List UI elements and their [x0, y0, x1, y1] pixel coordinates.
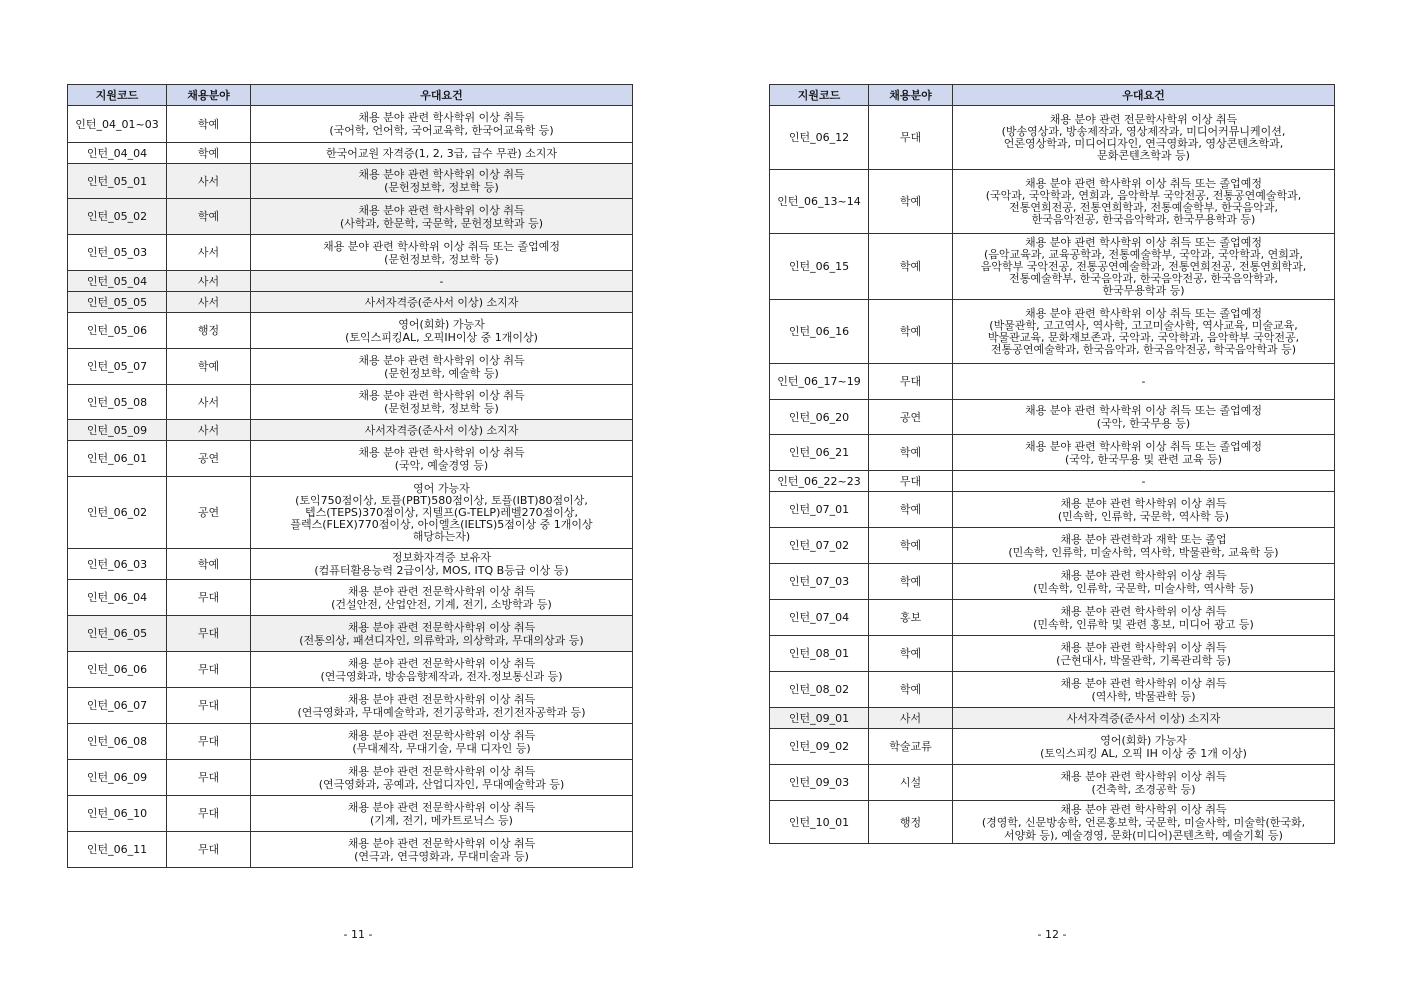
- field-cell: 무대: [869, 471, 953, 492]
- code-cell: 인턴_06_10: [68, 796, 167, 832]
- table-row: [68, 349, 633, 385]
- table-row: [68, 549, 633, 580]
- requirements-cell: 사서자격증(준사서 이상) 소지자: [953, 708, 1335, 729]
- table-row: [770, 708, 1335, 729]
- code-cell: 인턴_06_08: [68, 724, 167, 760]
- requirements-cell: 채용 분야 관련 학사학위 이상 취득 (문헌정보학, 예술학 등): [251, 349, 633, 385]
- requirements-cell: 채용 분야 관련 학사학위 이상 취득 (경영학, 신문방송학, 언론홍보학, 국문학, 미술사학, 미술학(한국화, 서양화 등), 예술경영, 문화(미디어)콘텐츠학, 예술기획 등): [953, 801, 1335, 844]
- code-cell: 인턴_06_11: [68, 832, 167, 868]
- header-field: 채용분야: [167, 85, 251, 106]
- requirements-cell: 영어(회화) 가능자 (토익스피킹AL, 오픽IH이상 중 1개이상): [251, 313, 633, 349]
- code-cell: 인턴_05_07: [68, 349, 167, 385]
- requirements-cell: 채용 분야 관련 학사학위 이상 취득 (민속학, 인류학, 국문학, 역사학 등): [953, 492, 1335, 528]
- field-cell: 사서: [167, 164, 251, 199]
- field-cell: 사서: [869, 708, 953, 729]
- code-cell: 인턴_06_13~14: [770, 170, 869, 234]
- requirements-cell: 채용 분야 관련 전문학사학위 이상 취득 (무대제작, 무대기술, 무대 디자인 등): [251, 724, 633, 760]
- header-requirements: 우대요건: [251, 85, 633, 106]
- table-row: [68, 143, 633, 164]
- header-code: 지원코드: [68, 85, 167, 106]
- field-cell: 공연: [167, 441, 251, 477]
- table-body-left: [68, 106, 633, 868]
- table-row: [770, 801, 1335, 844]
- table-row: [68, 420, 633, 441]
- table-body-right: [770, 106, 1335, 844]
- requirements-cell: -: [953, 364, 1335, 400]
- code-cell: 인턴_06_04: [68, 580, 167, 616]
- field-cell: 학예: [869, 672, 953, 708]
- field-cell: 홍보: [869, 600, 953, 636]
- field-cell: 사서: [167, 271, 251, 292]
- field-cell: 학예: [869, 435, 953, 471]
- field-cell: 사서: [167, 292, 251, 313]
- requirements-cell: 채용 분야 관련 학사학위 이상 취득 (건축학, 조경공학 등): [953, 765, 1335, 801]
- code-cell: 인턴_06_20: [770, 400, 869, 435]
- table-row: [68, 106, 633, 143]
- field-cell: 행정: [167, 313, 251, 349]
- field-cell: 무대: [869, 106, 953, 170]
- table-row: [770, 364, 1335, 400]
- field-cell: 무대: [869, 364, 953, 400]
- requirements-cell: 사서자격증(준사서 이상) 소지자: [251, 292, 633, 313]
- field-cell: 학예: [869, 170, 953, 234]
- page-number-right: - 12 -: [1037, 928, 1067, 941]
- code-cell: 인턴_07_04: [770, 600, 869, 636]
- table-row: [68, 199, 633, 235]
- table-row: [68, 477, 633, 549]
- table-row: [770, 729, 1335, 765]
- requirements-cell: 채용 분야 관련 전문학사학위 이상 취득 (연극영화과, 공예과, 산업디자인, 무대예술학과 등): [251, 760, 633, 796]
- table-row: [770, 234, 1335, 300]
- requirements-cell: 채용 분야 관련 전문학사학위 이상 취득 (연극영화과, 무대예술학과, 전기공학과, 전기전자공학과 등): [251, 688, 633, 724]
- header-code: 지원코드: [770, 85, 869, 106]
- requirements-cell: 채용 분야 관련 학사학위 이상 취득 (사학과, 한문학, 국문학, 문헌정보학과 등): [251, 199, 633, 235]
- requirements-cell: 채용 분야 관련 학사학위 이상 취득 (민속학, 인류학, 국문학, 미술사학, 역사학 등): [953, 564, 1335, 600]
- table-row: [770, 170, 1335, 234]
- table-row: [770, 400, 1335, 435]
- code-cell: 인턴_06_22~23: [770, 471, 869, 492]
- requirements-cell: 채용 분야 관련 전문학사학위 이상 취득 (연극영화과, 방송음향제작과, 전자.정보통신과 등): [251, 652, 633, 688]
- table-row: [770, 528, 1335, 564]
- table-row: [68, 652, 633, 688]
- table-row: [770, 636, 1335, 672]
- requirements-cell: 한국어교원 자격증(1, 2, 3급, 급수 무관) 소지자: [251, 143, 633, 164]
- code-cell: 인턴_04_04: [68, 143, 167, 164]
- field-cell: 행정: [869, 801, 953, 844]
- code-cell: 인턴_05_01: [68, 164, 167, 199]
- field-cell: 학예: [167, 349, 251, 385]
- field-cell: 학예: [869, 300, 953, 364]
- code-cell: 인턴_07_02: [770, 528, 869, 564]
- code-cell: 인턴_06_09: [68, 760, 167, 796]
- field-cell: 사서: [167, 420, 251, 441]
- field-cell: 학예: [167, 199, 251, 235]
- requirements-cell: 채용 분야 관련 학사학위 이상 취득 (문헌정보학, 정보학 등): [251, 164, 633, 199]
- field-cell: 학예: [167, 106, 251, 143]
- header-requirements: 우대요건: [953, 85, 1335, 106]
- requirements-cell: 채용 분야 관련 학사학위 이상 취득 (역사학, 박물관학 등): [953, 672, 1335, 708]
- code-cell: 인턴_05_08: [68, 385, 167, 420]
- table-row: [770, 672, 1335, 708]
- code-cell: 인턴_05_05: [68, 292, 167, 313]
- requirements-cell: 사서자격증(준사서 이상) 소지자: [251, 420, 633, 441]
- requirements-cell: 정보화자격증 보유자 (컴퓨터활용능력 2급이상, MOS, ITQ B등급 이상 등): [251, 549, 633, 580]
- field-cell: 학예: [869, 564, 953, 600]
- requirements-cell: -: [251, 271, 633, 292]
- code-cell: 인턴_08_01: [770, 636, 869, 672]
- code-cell: 인턴_10_01: [770, 801, 869, 844]
- field-cell: 무대: [167, 616, 251, 652]
- requirements-cell: 채용 분야 관련 학사학위 이상 취득 (국어학, 언어학, 국어교육학, 한국어교육학 등): [251, 106, 633, 143]
- code-cell: 인턴_06_03: [68, 549, 167, 580]
- requirements-cell: 채용 분야 관련학과 재학 또는 졸업 (민속학, 인류학, 미술사학, 역사학, 박물관학, 교육학 등): [953, 528, 1335, 564]
- code-cell: 인턴_09_01: [770, 708, 869, 729]
- code-cell: 인턴_06_16: [770, 300, 869, 364]
- field-cell: 무대: [167, 688, 251, 724]
- table-row: [68, 235, 633, 271]
- field-cell: 학예: [869, 234, 953, 300]
- field-cell: 학술교류: [869, 729, 953, 765]
- table-row: [68, 164, 633, 199]
- code-cell: 인턴_06_02: [68, 477, 167, 549]
- code-cell: 인턴_06_21: [770, 435, 869, 471]
- table-row: [68, 832, 633, 868]
- table-row: [770, 765, 1335, 801]
- code-cell: 인턴_05_04: [68, 271, 167, 292]
- table-row: [770, 300, 1335, 364]
- code-cell: 인턴_09_03: [770, 765, 869, 801]
- field-cell: 무대: [167, 832, 251, 868]
- code-cell: 인턴_04_01~03: [68, 106, 167, 143]
- field-cell: 학예: [869, 528, 953, 564]
- page-number-left: - 11 -: [343, 928, 373, 941]
- code-cell: 인턴_06_12: [770, 106, 869, 170]
- requirements-cell: 채용 분야 관련 전문학사학위 이상 취득 (방송영상과, 방송제작과, 영상제작과, 미디어커뮤니케이션, 언론영상학과, 미디어디자인, 연극영화과, 영상콘텐츠학과, 문화콘텐츠학과 등): [953, 106, 1335, 170]
- requirements-cell: 채용 분야 관련 학사학위 이상 취득 또는 졸업예정 (국악과, 국악학과, 연희과, 음악학부 국악전공, 전통공연예술학과, 전통연희전공, 전통연희학과, 전통예술학부, 한국음악과, 한국음악전공, 한국음악학과, 한국무용학과 등): [953, 170, 1335, 234]
- code-cell: 인턴_05_06: [68, 313, 167, 349]
- table-row: [68, 688, 633, 724]
- requirements-table-right: [769, 84, 1335, 844]
- table-row: [68, 441, 633, 477]
- code-cell: 인턴_06_07: [68, 688, 167, 724]
- code-cell: 인턴_09_02: [770, 729, 869, 765]
- table-row: [68, 724, 633, 760]
- code-cell: 인턴_07_03: [770, 564, 869, 600]
- field-cell: 공연: [167, 477, 251, 549]
- code-cell: 인턴_06_17~19: [770, 364, 869, 400]
- table-row: [68, 580, 633, 616]
- field-cell: 무대: [167, 796, 251, 832]
- table-row: [770, 564, 1335, 600]
- requirements-cell: 채용 분야 관련 학사학위 이상 취득 (문헌정보학, 정보학 등): [251, 385, 633, 420]
- code-cell: 인턴_06_06: [68, 652, 167, 688]
- table-row: [68, 271, 633, 292]
- field-cell: 학예: [167, 549, 251, 580]
- table-row: [770, 435, 1335, 471]
- requirements-cell: 채용 분야 관련 학사학위 이상 취득 또는 졸업예정 (국악, 한국무용 및 관련 교육 등): [953, 435, 1335, 471]
- field-cell: 무대: [167, 760, 251, 796]
- header-field: 채용분야: [869, 85, 953, 106]
- code-cell: 인턴_06_01: [68, 441, 167, 477]
- field-cell: 학예: [869, 636, 953, 672]
- requirements-cell: 채용 분야 관련 전문학사학위 이상 취득 (기계, 전기, 메카트로닉스 등): [251, 796, 633, 832]
- code-cell: 인턴_05_09: [68, 420, 167, 441]
- code-cell: 인턴_08_02: [770, 672, 869, 708]
- requirements-cell: 영어 가능자 (토익750점이상, 토플(PBT)580점이상, 토플(IBT)80점이상, 텝스(TEPS)370점이상, 지텔프(G-TELP)레벨270점이상, 플렉스(FLEX)770점이상, 아이엘츠(IELTS)5점이상 중 1개이상 해당하는자): [251, 477, 633, 549]
- field-cell: 시설: [869, 765, 953, 801]
- table-row: [68, 796, 633, 832]
- code-cell: 인턴_07_01: [770, 492, 869, 528]
- requirements-cell: 채용 분야 관련 학사학위 이상 취득 또는 졸업예정 (음악교육과, 교육공학과, 전통예술학부, 국악과, 국악학과, 연희과, 음악학부 국악전공, 전통공연예술학과, 전통연희전공, 전통연희학과, 전통예술학부, 한국음악과, 한국음악전공, 한국음악학과, 한국무용학과 등): [953, 234, 1335, 300]
- table-row: [68, 385, 633, 420]
- requirements-cell: 채용 분야 관련 학사학위 이상 취득 (근현대사, 박물관학, 기록관리학 등): [953, 636, 1335, 672]
- requirements-cell: 채용 분야 관련 학사학위 이상 취득 (민속학, 인류학 및 관련 홍보, 미디어 광고 등): [953, 600, 1335, 636]
- requirements-cell: 채용 분야 관련 학사학위 이상 취득 또는 졸업예정 (문헌정보학, 정보학 등): [251, 235, 633, 271]
- requirements-cell: -: [953, 471, 1335, 492]
- requirements-table-left: [67, 84, 633, 868]
- field-cell: 사서: [167, 385, 251, 420]
- field-cell: 공연: [869, 400, 953, 435]
- requirements-cell: 채용 분야 관련 학사학위 이상 취득 (국악, 예술경영 등): [251, 441, 633, 477]
- requirements-cell: 채용 분야 관련 전문학사학위 이상 취득 (건설안전, 산업안전, 기계, 전기, 소방학과 등): [251, 580, 633, 616]
- code-cell: 인턴_06_15: [770, 234, 869, 300]
- field-cell: 무대: [167, 724, 251, 760]
- requirements-cell: 채용 분야 관련 전문학사학위 이상 취득 (연극과, 연극영화과, 무대미술과 등): [251, 832, 633, 868]
- requirements-cell: 채용 분야 관련 학사학위 이상 취득 또는 졸업예정 (박물관학, 고고역사, 역사학, 고고미술사학, 역사교육, 미술교육, 박물관교육, 문화재보존과, 국악과, 국악학과, 음악학부 국악전공, 전통공연예술학과, 한국음악과, 한국음악전공, 학국음악학과 등): [953, 300, 1335, 364]
- table-row: [770, 106, 1335, 170]
- header-row: [770, 85, 1335, 106]
- table-row: [68, 616, 633, 652]
- field-cell: 무대: [167, 652, 251, 688]
- field-cell: 학예: [167, 143, 251, 164]
- table-row: [68, 760, 633, 796]
- table-row: [770, 600, 1335, 636]
- requirements-cell: 영어(회화) 가능자 (토익스피킹 AL, 오픽 IH 이상 중 1개 이상): [953, 729, 1335, 765]
- code-cell: 인턴_06_05: [68, 616, 167, 652]
- field-cell: 무대: [167, 580, 251, 616]
- requirements-cell: 채용 분야 관련 학사학위 이상 취득 또는 졸업예정 (국악, 한국무용 등): [953, 400, 1335, 435]
- field-cell: 사서: [167, 235, 251, 271]
- requirements-cell: 채용 분야 관련 전문학사학위 이상 취득 (전통의상, 패션디자인, 의류학과, 의상학과, 무대의상과 등): [251, 616, 633, 652]
- header-row: [68, 85, 633, 106]
- table-row: [770, 492, 1335, 528]
- code-cell: 인턴_05_02: [68, 199, 167, 235]
- field-cell: 학예: [869, 492, 953, 528]
- table-row: [770, 471, 1335, 492]
- table-row: [68, 292, 633, 313]
- table-row: [68, 313, 633, 349]
- code-cell: 인턴_05_03: [68, 235, 167, 271]
